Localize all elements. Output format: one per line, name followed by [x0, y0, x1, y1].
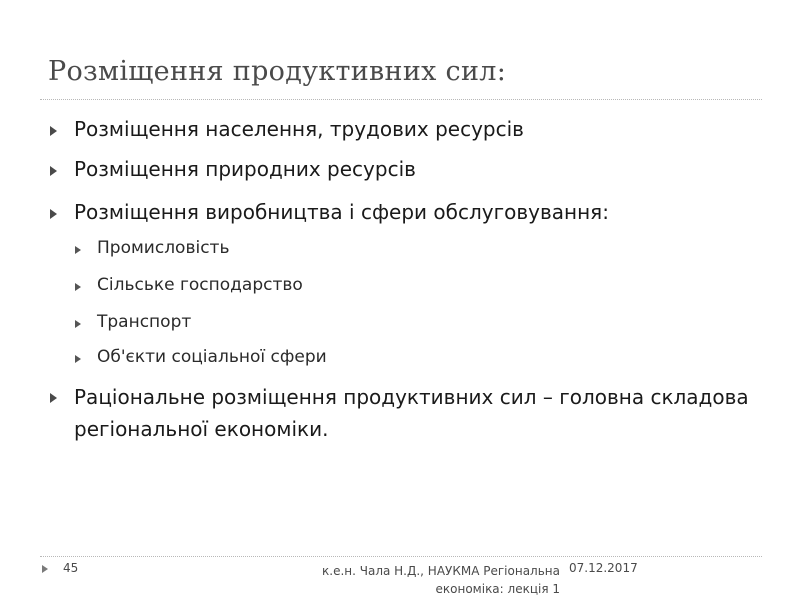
- bullet-text: Розміщення населення, трудових ресурсів: [74, 117, 524, 141]
- footer-author: к.е.н. Чала Н.Д., НАУКМА Регіональна економіка: лекція 1: [322, 564, 560, 596]
- footer-date: 07.12.2017: [569, 561, 638, 575]
- bullet-arrow-icon: [50, 166, 57, 176]
- bullet-text: Розміщення природних ресурсів: [74, 157, 416, 181]
- sub-bullet-arrow-icon: [75, 283, 81, 291]
- sub-bullet-arrow-icon: [75, 320, 81, 328]
- page-number: 45: [63, 561, 79, 575]
- bullet-text: Розміщення виробництва і сфери обслуговування:: [74, 200, 609, 224]
- bullet-arrow-icon: [50, 393, 57, 403]
- bullet-text: Раціональне розміщення продуктивних сил – головна складова регіональної економіки.: [74, 385, 749, 441]
- slide-title: Розміщення продуктивних сил:: [48, 56, 507, 87]
- sub-bullet-arrow-icon: [75, 355, 81, 363]
- footer-arrow-icon: [42, 565, 48, 573]
- bullet-arrow-icon: [50, 126, 57, 136]
- bullet-arrow-icon: [50, 209, 57, 219]
- sub-bullet-arrow-icon: [75, 246, 81, 254]
- footer-divider: [40, 556, 762, 557]
- sub-bullet-text: Об'єкти соціальної сфери: [97, 347, 327, 367]
- sub-bullet-text: Транспорт: [97, 312, 192, 332]
- sub-bullet-text: Сільське господарство: [97, 275, 303, 295]
- sub-bullet-text: Промисловість: [97, 238, 230, 258]
